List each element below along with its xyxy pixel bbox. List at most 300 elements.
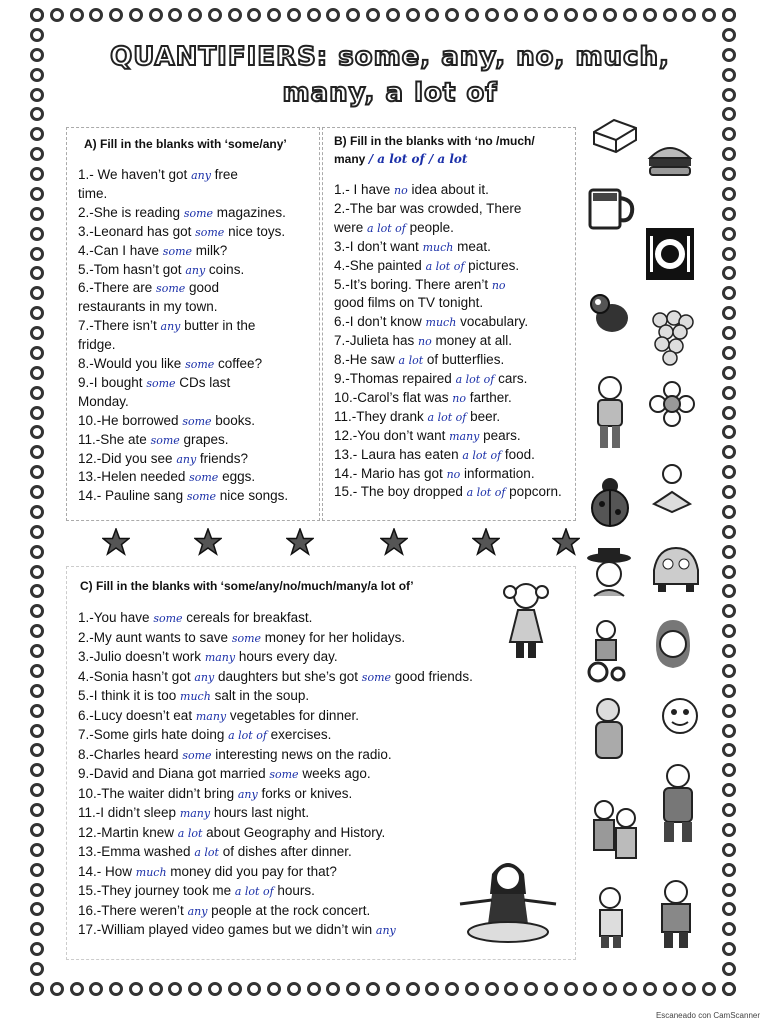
exercise-text: 14.- How <box>78 863 136 879</box>
border-ring <box>30 962 44 976</box>
border-ring <box>722 743 736 757</box>
hat-person-icon <box>584 546 634 600</box>
exercise-text: 9.-I bought <box>78 374 147 390</box>
border-ring <box>722 68 736 82</box>
grapes-icon <box>644 300 696 368</box>
section-c-line <box>78 630 405 645</box>
exercise-text: daughters but she’s got <box>214 668 362 684</box>
border-ring <box>30 545 44 559</box>
exercise-text: meat. <box>453 238 491 254</box>
handwritten-answer: some <box>185 358 215 371</box>
border-ring <box>722 644 736 658</box>
section-b-line <box>334 484 562 499</box>
exercise-text: 14.- Mario has got <box>334 465 447 481</box>
handwritten-answer: a lot of <box>427 410 467 424</box>
border-ring <box>109 982 123 996</box>
section-b-heading-line2 <box>334 152 467 166</box>
border-ring <box>722 465 736 479</box>
border-ring <box>722 525 736 539</box>
border-ring <box>722 445 736 459</box>
border-ring <box>722 624 736 638</box>
border-ring <box>30 922 44 936</box>
section-b-line <box>334 314 528 329</box>
handwritten-answer: some <box>195 225 225 239</box>
exercise-text: 6.-There are <box>78 280 157 296</box>
border-ring <box>544 982 558 996</box>
border-ring <box>326 8 340 22</box>
section-c-line <box>78 747 392 762</box>
handwritten-answer: some <box>153 612 183 625</box>
border-ring <box>445 982 459 996</box>
border-ring <box>366 982 380 996</box>
section-a-line <box>78 262 244 277</box>
exercise-text: forks or knives. <box>257 785 353 801</box>
border-ring <box>722 863 736 877</box>
section-a-line <box>78 243 227 258</box>
exercise-text: popcorn. <box>505 484 562 500</box>
exercise-text: about Geography and History. <box>202 824 386 840</box>
handwritten-answer: any <box>237 787 258 801</box>
border-ring <box>583 8 597 22</box>
border-ring <box>722 505 736 519</box>
handwritten-answer: some <box>146 376 176 390</box>
exercise-text: 6.-Lucy doesn’t eat <box>78 707 196 723</box>
section-c-line <box>78 786 352 801</box>
exercise-text: exercises. <box>266 727 332 742</box>
section-a-line <box>78 413 255 428</box>
exercise-text: magazines. <box>213 204 286 220</box>
border-ring <box>485 982 499 996</box>
section-a-line <box>78 280 219 295</box>
border-ring <box>465 8 479 22</box>
exercise-text: information. <box>460 465 535 481</box>
border-ring <box>603 982 617 996</box>
exercise-text: 16.-There weren’t <box>78 902 188 918</box>
border-ring <box>722 584 736 598</box>
border-ring <box>267 8 281 22</box>
handwritten-answer: any <box>187 904 208 918</box>
flower-icon <box>648 380 696 428</box>
border-ring <box>30 107 44 121</box>
border-ring <box>722 107 736 121</box>
exercise-text: people. <box>405 219 454 235</box>
border-ring <box>30 207 44 221</box>
border-ring <box>425 982 439 996</box>
border-ring <box>583 982 597 996</box>
border-ring <box>188 8 202 22</box>
handwritten-answer: some <box>183 206 214 220</box>
section-c-line <box>78 766 371 781</box>
exercise-text: 13.-Helen needed <box>78 469 190 485</box>
border-ring <box>129 8 143 22</box>
handwritten-answer: a lot <box>177 826 203 840</box>
section-b-line <box>334 409 500 424</box>
section-b-line <box>334 352 504 367</box>
border-ring <box>722 485 736 499</box>
exercise-text: 3.-Julio doesn’t work <box>78 649 205 664</box>
border-ring <box>722 28 736 42</box>
exercise-text: coffee? <box>214 356 263 371</box>
section-b-line <box>334 428 521 443</box>
cartoon-bird-icon <box>586 290 634 338</box>
border-ring <box>504 982 518 996</box>
exercise-text: money at all. <box>431 333 513 349</box>
section-a-line <box>78 375 230 390</box>
exercise-text: books. <box>211 412 256 428</box>
border-ring <box>168 982 182 996</box>
handwritten-answer: no <box>452 391 467 405</box>
exercise-text: 5.-It’s boring. There aren’t <box>334 276 492 292</box>
handwritten-answer: a lot of <box>425 259 465 273</box>
border-ring <box>30 982 44 996</box>
section-a-line <box>78 488 288 503</box>
exercise-text: 9.-Thomas repaired <box>334 371 456 386</box>
section-c-line <box>78 922 396 937</box>
exercise-text: 2.-My aunt wants to save <box>78 629 232 645</box>
border-ring <box>30 386 44 400</box>
border-ring <box>406 982 420 996</box>
exercise-text: money for her holidays. <box>261 629 406 645</box>
section-c-line <box>78 649 338 664</box>
section-a-line <box>78 451 248 466</box>
border-ring <box>603 8 617 22</box>
girl-with-doll-icon <box>498 578 554 662</box>
exercise-text: 11.-They drank <box>334 408 428 424</box>
border-ring <box>247 982 261 996</box>
ring-border-bottom <box>30 982 736 996</box>
section-c-line <box>78 669 473 684</box>
border-ring <box>682 8 696 22</box>
section-b-line <box>334 390 512 405</box>
exercise-text: pears. <box>479 427 521 443</box>
border-ring <box>406 8 420 22</box>
border-ring <box>722 227 736 241</box>
handwritten-answer: many <box>449 429 480 443</box>
exercise-text: pictures. <box>464 257 520 273</box>
section-b-line <box>334 295 483 310</box>
border-ring <box>30 8 44 22</box>
border-ring <box>30 664 44 678</box>
border-ring <box>30 346 44 360</box>
border-ring <box>267 982 281 996</box>
meditating-girl-icon <box>456 854 560 950</box>
border-ring <box>524 982 538 996</box>
border-ring <box>722 763 736 777</box>
handwritten-answer: some <box>150 433 180 447</box>
handwritten-answer: many <box>204 651 236 664</box>
handwritten-answer: a lot <box>398 354 424 368</box>
exercise-text: nice toys. <box>224 223 286 239</box>
border-ring <box>30 366 44 380</box>
exercise-text: vocabulary. <box>456 314 529 330</box>
border-ring <box>30 704 44 718</box>
section-a-line <box>78 205 286 220</box>
exercise-text: restaurants in my town. <box>78 299 218 315</box>
border-ring <box>30 485 44 499</box>
exercise-text: nice songs. <box>216 488 289 504</box>
handwritten-answer: much <box>135 865 167 879</box>
handwritten-answer: some <box>182 414 212 428</box>
section-c-line <box>78 825 385 840</box>
exercise-text: fridge. <box>78 337 116 353</box>
border-ring <box>30 783 44 797</box>
exercise-text: 17.-William played video games but we didn’t win <box>78 922 376 937</box>
border-ring <box>30 604 44 618</box>
border-ring <box>722 783 736 797</box>
section-c-line <box>78 864 337 879</box>
border-ring <box>30 863 44 877</box>
section-c-line <box>78 903 370 918</box>
star-icon <box>380 528 408 556</box>
section-c-line <box>78 844 352 859</box>
exercise-text: 3.-Leonard has got <box>78 223 196 239</box>
exercise-text: free <box>210 167 238 182</box>
border-ring <box>722 902 736 916</box>
section-b-line <box>334 220 454 235</box>
border-ring <box>30 883 44 897</box>
border-ring <box>30 465 44 479</box>
exercise-text: friends? <box>196 450 248 466</box>
border-ring <box>228 8 242 22</box>
section-b-line <box>334 333 512 348</box>
exercise-text: grapes. <box>179 431 229 447</box>
handwritten-answer: no <box>446 467 461 481</box>
handwritten-answer: much <box>425 316 457 330</box>
star-icon <box>102 528 130 556</box>
exercise-text: Monday. <box>78 393 129 409</box>
border-ring <box>722 8 736 22</box>
section-a-line <box>78 394 129 409</box>
exercise-text: 9.-David and Diana got married <box>78 766 270 781</box>
border-ring <box>30 525 44 539</box>
border-ring <box>663 982 677 996</box>
border-ring <box>722 962 736 976</box>
border-ring <box>682 982 696 996</box>
handwritten-answer: no <box>491 278 506 292</box>
border-ring <box>465 982 479 996</box>
border-ring <box>30 803 44 817</box>
border-ring <box>30 843 44 857</box>
handwritten-answer: some <box>269 768 299 781</box>
exercise-text: butter in the <box>180 318 256 334</box>
border-ring <box>564 982 578 996</box>
border-ring <box>722 664 736 678</box>
border-ring <box>504 8 518 22</box>
wheelchair-child-icon <box>584 618 630 684</box>
exercise-text: 3.-I don’t want <box>334 238 423 254</box>
border-ring <box>386 8 400 22</box>
ring-border-left <box>30 8 44 996</box>
exercise-text: weeks ago. <box>298 766 371 781</box>
exercise-text: 12.-Did you see <box>78 450 177 466</box>
border-ring <box>208 8 222 22</box>
star-icon <box>472 528 500 556</box>
car-face-icon <box>648 540 704 596</box>
border-ring <box>247 8 261 22</box>
section-a-line <box>78 432 229 447</box>
border-ring <box>386 982 400 996</box>
border-ring <box>228 982 242 996</box>
border-ring <box>722 823 736 837</box>
border-ring <box>722 604 736 618</box>
page-title-line-2: many, a lot of <box>282 78 498 108</box>
border-ring <box>425 8 439 22</box>
coffee-mug-icon <box>584 182 636 234</box>
exercise-text: people at the rock concert. <box>207 902 371 918</box>
border-ring <box>30 584 44 598</box>
border-ring <box>722 247 736 261</box>
boy-icon <box>650 878 702 950</box>
handwritten-answer: a lot of <box>462 448 502 462</box>
exercise-text: 5.-Tom hasn’t got <box>78 261 186 277</box>
section-a-line <box>78 356 262 371</box>
section-b-line <box>334 258 519 273</box>
handwritten-answer: a lot of <box>367 221 406 235</box>
border-ring <box>722 684 736 698</box>
exercise-text: hours every day. <box>235 649 338 664</box>
border-ring <box>722 982 736 996</box>
border-ring <box>722 704 736 718</box>
exercise-text: farther. <box>466 389 512 405</box>
section-c-line <box>78 727 331 742</box>
border-ring <box>30 306 44 320</box>
reading-child-icon <box>648 462 696 514</box>
handwritten-answer: a lot of <box>228 729 267 742</box>
border-ring <box>30 724 44 738</box>
handwritten-answer: some <box>156 282 186 296</box>
border-ring <box>702 982 716 996</box>
border-ring <box>30 406 44 420</box>
moon-face-icon <box>660 696 700 736</box>
ring-border-top <box>30 8 736 22</box>
exercise-text: coins. <box>205 261 245 277</box>
border-ring <box>564 8 578 22</box>
woman-with-bottle-icon <box>584 696 634 762</box>
border-ring <box>30 28 44 42</box>
border-ring <box>30 326 44 340</box>
burger-icon <box>646 140 694 180</box>
musician-icon <box>652 762 704 846</box>
exercise-text: vegetables for dinner. <box>226 707 359 723</box>
border-ring <box>346 982 360 996</box>
border-ring <box>722 565 736 579</box>
exercise-text: 1.- We haven’t got <box>78 167 192 182</box>
exercise-text: 4.-Can I have <box>78 242 163 258</box>
handwritten-answer: some <box>361 670 392 684</box>
exercise-text: 15.-They journey took me <box>78 883 235 898</box>
exercise-text: 2.-She is reading <box>78 204 184 220</box>
exercise-text: time. <box>78 185 108 201</box>
exercise-text: 1.-You have <box>78 610 154 625</box>
handwritten-answer: many <box>195 709 227 723</box>
children-group-icon <box>588 796 644 866</box>
exercise-text: interesting news on the radio. <box>211 746 392 762</box>
border-ring <box>643 982 657 996</box>
section-c-line <box>78 708 359 723</box>
border-ring <box>30 684 44 698</box>
handwritten-answer: any <box>194 670 215 684</box>
handwritten-answer: some <box>189 471 219 485</box>
section-a-line <box>78 224 285 239</box>
handwritten-answer: a lot of <box>234 885 274 898</box>
border-ring <box>70 982 84 996</box>
border-ring <box>643 8 657 22</box>
section-b-line <box>334 466 535 481</box>
border-ring <box>722 207 736 221</box>
plate-cutlery-icon <box>644 226 696 282</box>
handwritten-answer: any <box>176 452 197 466</box>
exercise-text: 10.-Carol’s flat was <box>334 389 453 405</box>
border-ring <box>722 545 736 559</box>
border-ring <box>149 8 163 22</box>
exercise-text: food. <box>501 446 535 462</box>
border-ring <box>50 8 64 22</box>
exercise-text: 7.-There isn’t <box>78 318 161 334</box>
section-b-line <box>334 371 527 386</box>
handwritten-answer: a lot of <box>466 486 506 500</box>
border-ring <box>287 982 301 996</box>
border-ring <box>89 8 103 22</box>
border-ring <box>722 942 736 956</box>
border-ring <box>623 8 637 22</box>
border-ring <box>30 763 44 777</box>
border-ring <box>188 982 202 996</box>
exercise-text: 13.-Emma washed <box>78 844 195 859</box>
exercise-text: 5.-I think it is too <box>78 688 181 703</box>
exercise-text: hours last night. <box>210 805 310 820</box>
exercise-text: were <box>334 219 368 235</box>
section-a-line <box>78 318 255 333</box>
exercise-text: 4.-Sonia hasn’t got <box>78 668 195 684</box>
border-ring <box>722 326 736 340</box>
border-ring <box>524 8 538 22</box>
exercise-text: of dishes after dinner. <box>218 844 352 859</box>
border-ring <box>722 366 736 380</box>
border-ring <box>722 127 736 141</box>
handwritten-answer: much <box>422 240 454 254</box>
border-ring <box>623 982 637 996</box>
border-ring <box>30 505 44 519</box>
exercise-text: 15.- The boy dropped <box>334 484 467 500</box>
handwritten-answer: some <box>182 748 212 762</box>
exercise-text: eggs. <box>218 469 256 485</box>
exercise-text: salt in the soup. <box>210 688 310 703</box>
border-ring <box>30 823 44 837</box>
border-ring <box>30 644 44 658</box>
handwritten-answer: any <box>191 169 211 182</box>
section-a-line <box>78 299 218 314</box>
border-ring <box>30 88 44 102</box>
border-ring <box>50 982 64 996</box>
border-ring <box>30 743 44 757</box>
border-ring <box>722 346 736 360</box>
border-ring <box>129 982 143 996</box>
border-ring <box>702 8 716 22</box>
section-a-line <box>78 469 255 484</box>
exercise-text: 10.-The waiter didn’t bring <box>78 785 238 801</box>
border-ring <box>30 247 44 261</box>
border-ring <box>722 843 736 857</box>
exercise-text: money did you pay for that? <box>166 863 337 879</box>
chef-boy-icon <box>588 880 634 950</box>
handwritten-answer: any <box>185 263 206 277</box>
border-ring <box>109 8 123 22</box>
star-icon <box>194 528 222 556</box>
exercise-text: hours. <box>273 883 315 898</box>
border-ring <box>722 266 736 280</box>
border-ring <box>722 406 736 420</box>
ladybug-icon <box>588 474 632 528</box>
